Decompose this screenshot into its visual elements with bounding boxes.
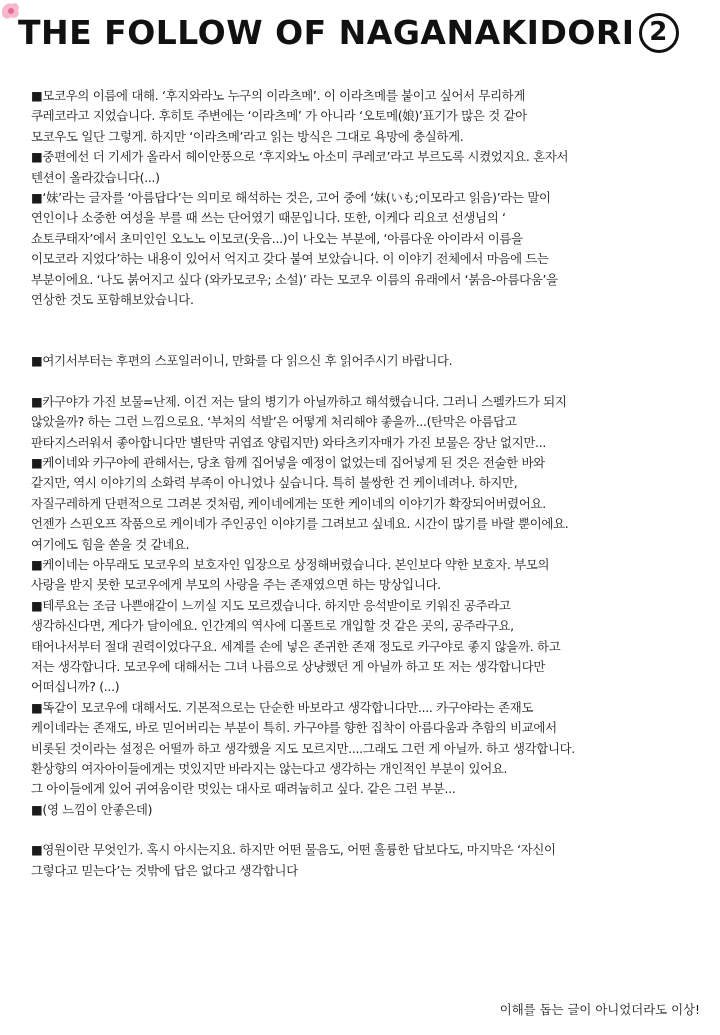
text-line: 그 아이들에게 있어 귀여움이란 멋있는 대사로 때려눕히고 싶다. 같은 그런 부분... <box>31 781 456 797</box>
text-line: 모코우도 일단 그렇게. 하지만 ‘이라츠메’라고 읽는 방식은 그대로 욕망에 충실하게. <box>31 128 464 144</box>
text-line: 케이네라는 존재도, 바로 믿어버리는 부분이 특히. 카구야를 향한 집착이 아름다움과 추함의 비교에서 <box>31 720 557 736</box>
text-line: 자질구레하게 단편적으로 그려본 것처럼, 케이네에게는 또한 케이네의 이야기가 확장되어버렸어요. <box>31 495 546 511</box>
paragraph <box>31 188 696 310</box>
paragraph <box>31 147 696 188</box>
signoff-text: 이해를 돕는 글이 아니었더라도 이상! <box>499 1002 700 1017</box>
paragraph <box>31 392 696 453</box>
text-line: 같지만, 역시 이야기의 소화력 부족이 아니었나 싶습니다. 특히 불쌍한 건 케이네려나. 하지만, <box>31 475 518 491</box>
text-line: 부분이에요. ‘나도 붉어지고 싶다 (와카모코우; 소설)’ 라는 모코우 이름의 유래에서 ‘붉음-아름다움’을 <box>31 271 558 287</box>
paragraph <box>31 800 696 820</box>
text-line: ■영원이란 무엇인가. 혹시 아시는지요. 하지만 어떤 물음도, 어떤 훌륭한 답보다도, 마지막은 ‘자신이 <box>31 842 556 858</box>
text-line: 어떠십니까? (...) <box>31 679 120 695</box>
blank-line <box>31 310 696 330</box>
text-line: 판타지스러워서 좋아합니다만 별탄막 귀엽죠 양립지만) 와타츠키자매가 가진 보물은 장난 없지만... <box>31 434 546 450</box>
text-line: 연인이나 소중한 여성을 부를 때 쓰는 단어였기 때문입니다. 또한, 이케다 리요코 선생님의 ‘ <box>31 210 506 226</box>
paragraph <box>31 351 696 371</box>
page-title <box>18 8 708 58</box>
paragraph <box>31 453 696 555</box>
afterword-body <box>31 86 696 881</box>
text-line: ■똑같이 모코우에 대해서도. 기본적으로는 단순한 바보라고 생각합니다만.... 카구야라는 존재도 <box>31 699 534 715</box>
text-line: 이모코라 지었다’하는 내용이 있어서 억지고 갖다 붙여 보았습니다. 이 이야기 전체에서 마음에 드는 <box>31 251 549 267</box>
text-line: 환상향의 여자아이들에게는 멋있지만 바라지는 않는다고 생각하는 개인적인 부분이 있어요. <box>31 760 508 776</box>
text-line: ■케이네와 카구야에 관해서는, 당초 함께 집어넣을 예정이 없었는데 집어넣게 된 것은 전술한 바와 <box>31 455 545 471</box>
paragraph <box>31 86 696 147</box>
text-line: 그렇다고 믿는다’는 것밖에 답은 없다고 생각합니다 <box>31 862 298 878</box>
text-line: ■(영 느낌이 안좋은데) <box>31 801 153 817</box>
text-line: 연상한 것도 포함해보았습니다. <box>31 291 194 307</box>
title-text: THE FOLLOW OF NAGANAKIDORI <box>18 13 635 52</box>
text-line: ■여기서부터는 후편의 스포일러이니, 만화를 다 읽으신 후 읽어주시기 바랍니다. <box>31 353 453 369</box>
text-line: 사랑을 받지 못한 모코우에게 부모의 사랑을 주는 존재였으면 하는 망상입니다. <box>31 577 441 593</box>
text-line: 쿠레코라고 지었습니다. 후히토 주변에는 ‘이라츠메’ 가 아니라 ‘오토메(娘)’표기가 많은 것 같아 <box>31 108 527 124</box>
text-line: 저는 생각합니다. 모코우에 대해서는 그녀 나름으로 상냥했던 게 아닐까 하고 또 저는 생각합니다만 <box>31 658 546 674</box>
title-number-badge: 2 <box>639 13 679 53</box>
text-line: ■카구야가 가진 보물=난제. 이건 저는 달의 병기가 아닐까하고 해석했습니다. 그러니 스펠카드가 되지 <box>31 393 567 409</box>
text-line: 않았을까? 하는 그런 느낌으로요. ‘부처의 석발’은 어떻게 처리해야 좋을까...(탄막은 아름답고 <box>31 414 517 430</box>
blank-line <box>31 371 696 391</box>
text-line: 여기에도 힘을 쏟을 것 같네요. <box>31 536 190 552</box>
text-line: 생각하신다면, 게다가 달이에요. 인간계의 역사에 디폴트로 개입할 것 같은 곳의, 공주라구요, <box>31 618 514 634</box>
text-line: ■테루요는 조금 나쁜애같이 느끼실 지도 모르겠습니다. 하지만 응석받이로 키워진 공주라고 <box>31 597 511 613</box>
paragraph <box>31 596 696 698</box>
text-line: 텐션이 올라갔습니다(...) <box>31 169 160 185</box>
text-line: ■‘妹’라는 글자를 ‘아름답다’는 의미로 해석하는 것은, 고어 중에 ‘妹(いも;이모라고 읽음)’라는 말이 <box>31 189 551 205</box>
paragraph <box>31 698 696 800</box>
blank-line <box>31 331 696 351</box>
paragraph <box>31 555 696 596</box>
text-line: 언젠가 스핀오프 작품으로 케이네가 주인공인 이야기를 그려보고 싶네요. 시간이 많기를 바랄 뿐이에요. <box>31 516 569 532</box>
paragraph <box>31 840 696 881</box>
text-line: 쇼토쿠태자’에서 초미인인 오노노 이모코(웃음...)이 나오는 부분에, ‘아름다운 아이라서 이름을 <box>31 230 523 246</box>
text-line: ■모코우의 이름에 대해. ‘후지와라노 누구의 이라츠메’. 이 이라츠메를 붙이고 싶어서 무리하게 <box>31 88 526 103</box>
text-line: ■케이네는 아무래도 모코우의 보호자인 입장으로 상정해버렸습니다. 본인보다 약한 보호자. 부모의 <box>31 556 550 572</box>
text-line: 태어나서부터 절대 권력이었다구요. 세계를 손에 넣은 존귀한 존재 정도로 카구야로 좋지 않을까. 하고 <box>31 638 561 654</box>
blank-line <box>31 820 696 840</box>
text-line: 비롯된 것이라는 설정은 어떨까 하고 생각했을 지도 모르지만....그래도 그런 게 아닐까. 하고 생각합니다. <box>31 740 575 756</box>
text-line: ■중편에선 더 기세가 올라서 헤이안풍으로 ‘후지와노 아소미 쿠레코’라고 부르도록 시켰었지요. 혼자서 <box>31 149 569 165</box>
